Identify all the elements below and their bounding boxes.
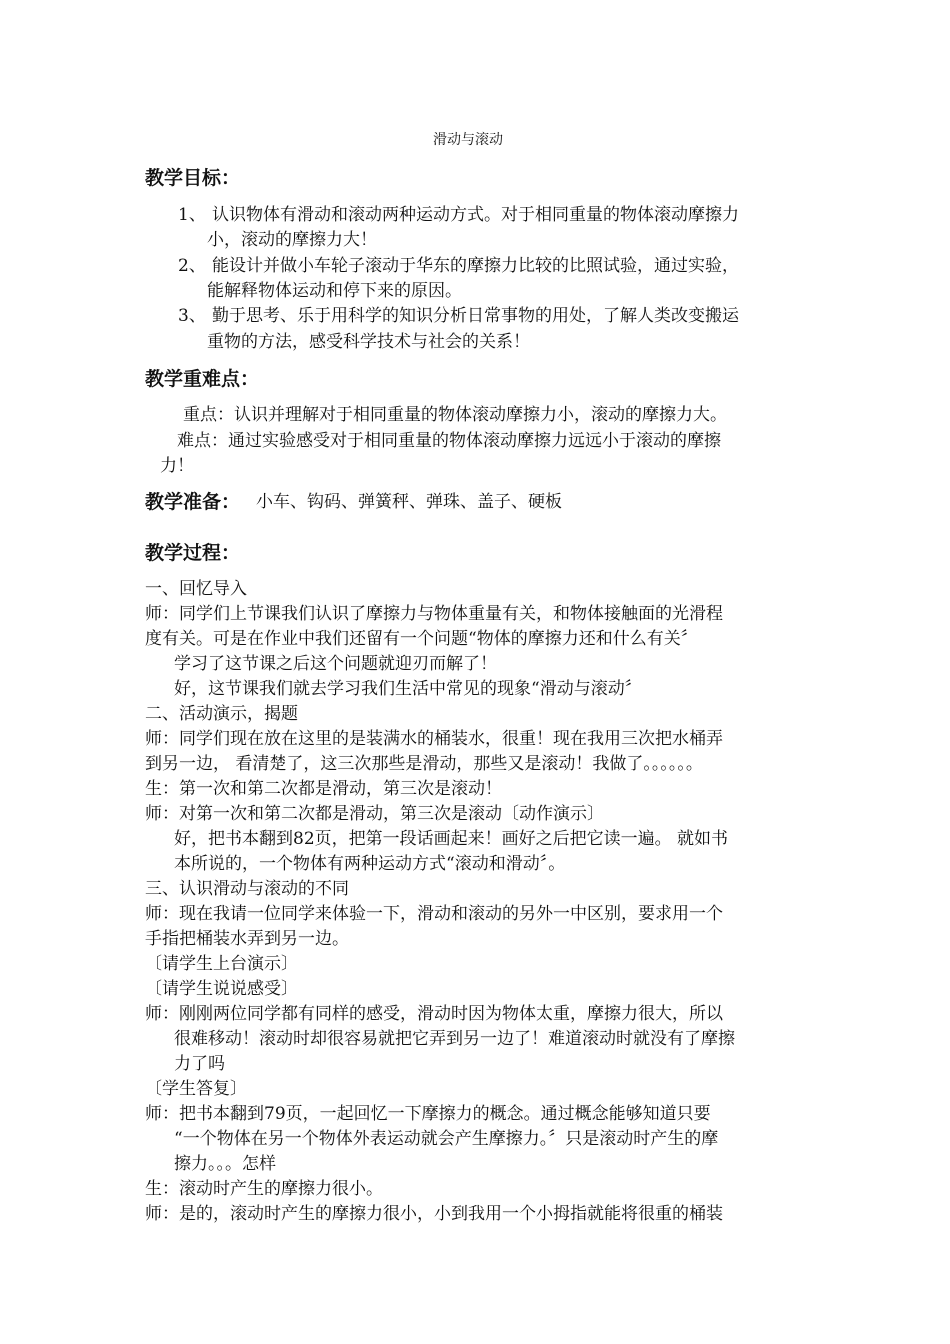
process-heading: 教学过程：: [145, 542, 241, 564]
dialogue-line: “一个物体在另一个物体外表运动就会产生摩擦力。〞只是滚动时产生的摩: [174, 1129, 719, 1149]
dialogue-line: 师：是的，滚动时产生的摩擦力很小，小到我用一个小拇指就能将很重的桶装: [145, 1204, 723, 1224]
objective-text: 重物的方法，感受科学技术与社会的关系！: [207, 332, 530, 352]
section-heading: 三、认识滑动与滚动的不同: [145, 879, 349, 899]
dialogue-line: 生：滚动时产生的摩擦力很小。: [145, 1179, 383, 1199]
preparation-items: 小车、钩码、弹簧秤、弹珠、盖子、硬板: [256, 492, 562, 512]
stage-direction: 〔学生答复〕: [145, 1079, 247, 1099]
objective-text: 小，滚动的摩擦力大！: [207, 230, 377, 250]
dialogue-line: 擦力。。。怎样: [174, 1154, 276, 1174]
page-title: 滑动与滚动: [433, 132, 503, 148]
preparation-heading: 教学准备：: [145, 491, 241, 513]
dialogue-line: 师：把书本翻到79页，一起回忆一下摩擦力的概念。通过概念能够知道只要: [145, 1104, 711, 1124]
key-points-heading: 教学重难点：: [145, 368, 260, 390]
objective-text: 认识物体有滑动和滚动两种运动方式。对于相同重量的物体滚动摩擦力: [212, 205, 739, 225]
dialogue-line: 力了吗: [174, 1054, 225, 1074]
dialogue-line: 本所说的，一个物体有两种运动方式“滚动和滑动〞。: [174, 854, 566, 874]
dialogue-line: 学习了这节课之后这个问题就迎刃而解了！: [174, 654, 497, 674]
dialogue-line: 好，这节课我们就去学习我们生活中常见的现象“滑动与滚动〞: [174, 679, 642, 699]
objective-text: 能解释物体运动和停下来的原因。: [207, 281, 462, 301]
dialogue-line: 好，把书本翻到82页，把第一段话画起来！画好之后把它读一遍。 就如书: [174, 829, 729, 849]
objective-number: 1、: [178, 205, 206, 225]
dialogue-line: 师：刚刚两位同学都有同样的感受，滑动时因为物体太重，摩擦力很大，所以: [145, 1004, 723, 1024]
dialogue-line: 师：同学们现在放在这里的是装满水的桶装水，很重！现在我用三次把水桶弄: [145, 729, 723, 749]
objective-number: 3、: [178, 306, 206, 326]
key-point-text: 重点：认识并理解对于相同重量的物体滚动摩擦力小，滚动的摩擦力大。: [183, 405, 727, 425]
difficult-point-text: 力！: [160, 456, 194, 476]
objective-text: 能设计并做小车轮子滚动于华东的摩擦力比较的比照试验，通过实验，: [212, 256, 739, 276]
difficult-point-text: 难点：通过实验感受对于相同重量的物体滚动摩擦力远远小于滚动的摩擦: [177, 431, 721, 451]
objectives-heading: 教学目标：: [145, 167, 241, 189]
dialogue-line: 度有关。可是在作业中我们还留有一个问题“物体的摩擦力还和什么有关〞: [145, 629, 698, 649]
dialogue-line: 手指把桶装水弄到另一边。: [145, 929, 349, 949]
dialogue-line: 师：现在我请一位同学来体验一下，滑动和滚动的另外一中区别，要求用一个: [145, 904, 723, 924]
dialogue-line: 到另一边， 看清楚了，这三次那些是滑动，那些又是滚动！我做了。。。。。。: [145, 754, 703, 774]
dialogue-line: 师：对第一次和第二次都是滑动，第三次是滚动〔动作演示〕: [145, 804, 604, 824]
dialogue-line: 很难移动！滚动时却很容易就把它弄到另一边了！难道滚动时就没有了摩擦: [174, 1029, 735, 1049]
dialogue-line: 生：第一次和第二次都是滑动，第三次是滚动！: [145, 779, 502, 799]
section-heading: 一、回忆导入: [145, 579, 247, 599]
stage-direction: 〔请学生说说感受〕: [145, 979, 298, 999]
objective-number: 2、: [178, 256, 206, 276]
stage-direction: 〔请学生上台演示〕: [145, 954, 298, 974]
dialogue-line: 师：同学们上节课我们认识了摩擦力与物体重量有关，和物体接触面的光滑程: [145, 604, 723, 624]
objective-text: 勤于思考、乐于用科学的知识分析日常事物的用处，了解人类改变搬运: [212, 306, 739, 326]
section-heading: 二、活动演示，揭题: [145, 704, 298, 724]
